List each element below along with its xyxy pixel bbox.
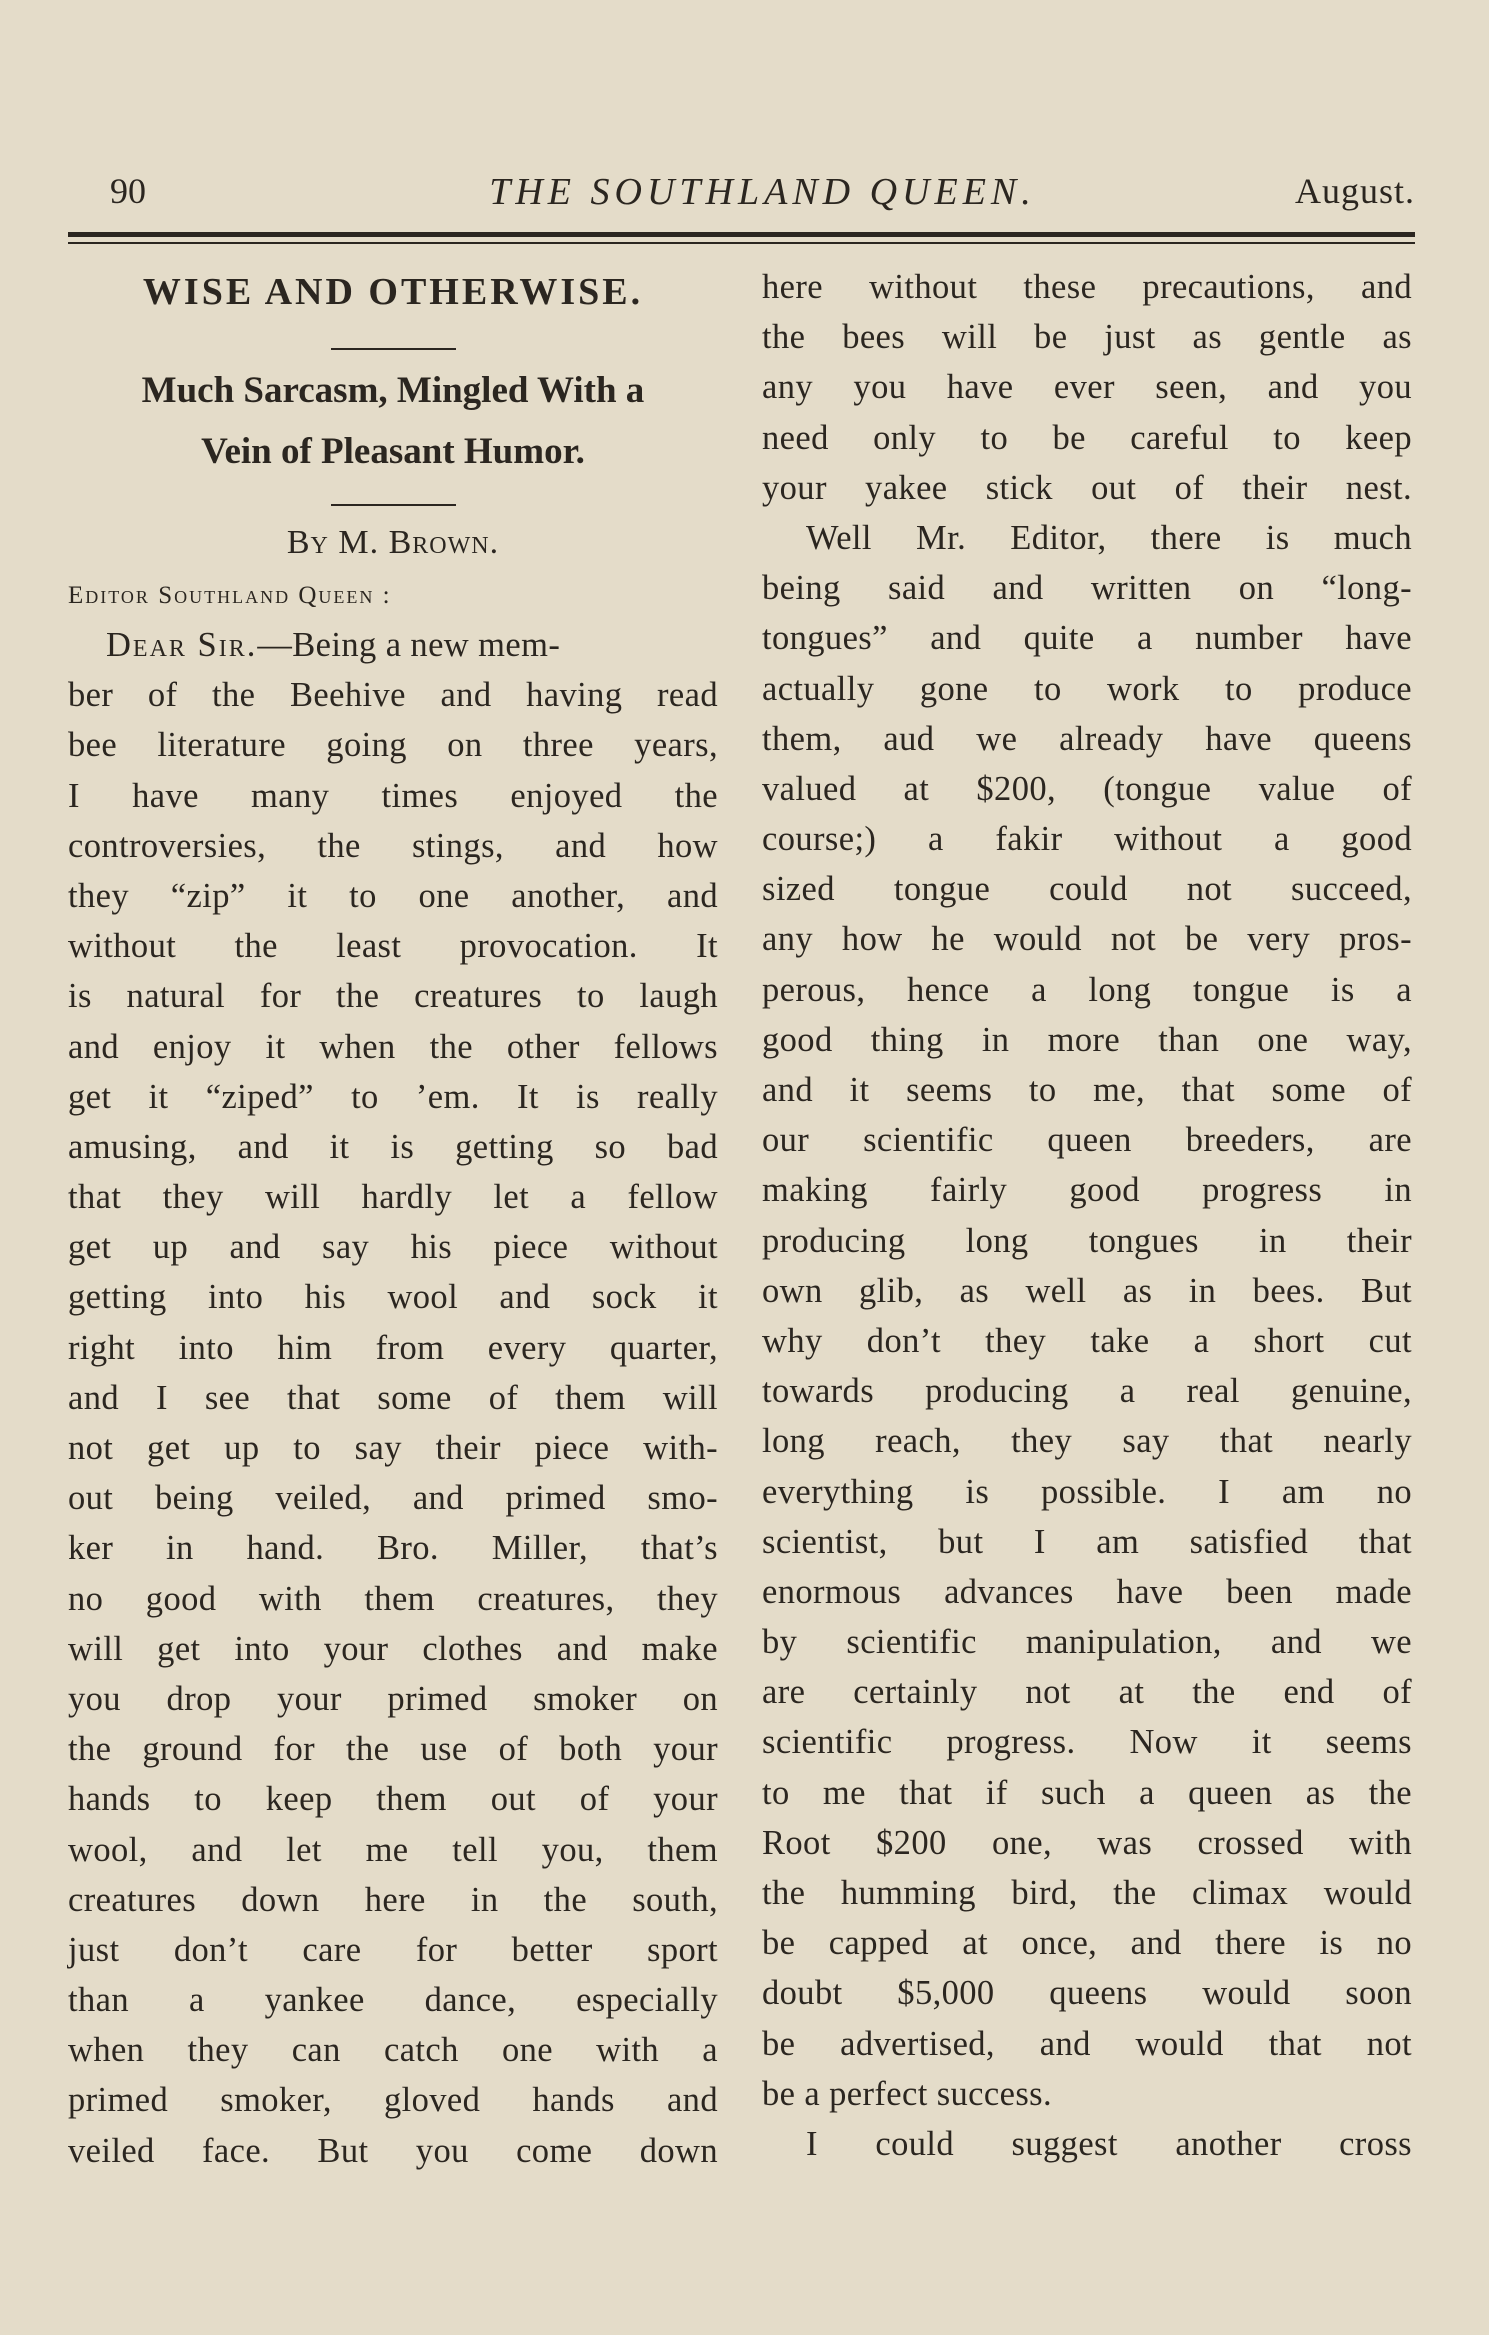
- text-line: actually gone to work to produce: [762, 669, 1412, 708]
- lead-word: Dear Sir.: [106, 626, 258, 664]
- text-line: perous, hence a long tongue is a: [762, 970, 1412, 1009]
- text-line: when they can catch one with a: [68, 2031, 718, 2070]
- text-line: just don’t care for better sport: [68, 1930, 718, 1969]
- text-line: enormous advances have been made: [762, 1572, 1412, 1611]
- text-line: be a perfect success.: [762, 2074, 1052, 2113]
- text-line: good thing in more than one way,: [762, 1020, 1412, 1059]
- text-line: scientist, but I am satisfied that: [762, 1522, 1412, 1561]
- journal-title: THE SOUTHLAND QUEEN.: [489, 171, 1036, 213]
- text-line: than a yankee dance, especially: [68, 1981, 718, 2020]
- text-line: will get into your clothes and make: [68, 1629, 718, 1668]
- text-line: getting into his wool and sock it: [68, 1278, 718, 1317]
- text-line: doubt $5,000 queens would soon: [762, 1974, 1412, 2013]
- text-line: I could suggest another cross: [806, 2124, 1412, 2163]
- text-line: why don’t they take a short cut: [762, 1321, 1412, 1360]
- text-line: be capped at once, and there is no: [762, 1924, 1412, 1963]
- text-line: hands to keep them out of your: [68, 1780, 718, 1819]
- text-line: Root $200 one, was crossed with: [762, 1823, 1412, 1862]
- text-line: any how he would not be very pros-: [762, 920, 1412, 959]
- text-line: by scientific manipulation, and we: [762, 1623, 1412, 1662]
- text-line: right into him from every quarter,: [68, 1328, 718, 1367]
- text-line: [68, 620, 718, 670]
- right-column: [762, 258, 1412, 2169]
- text-line: you drop your primed smoker on: [68, 1679, 718, 1718]
- text-line: amusing, and it is getting so bad: [68, 1127, 718, 1166]
- text-line: without the least provocation. It: [68, 927, 718, 966]
- page-number: 90: [110, 171, 146, 211]
- article-headline: WISE AND OTHERWISE.: [142, 271, 644, 313]
- text-line: any you have ever seen, and you: [762, 368, 1412, 407]
- text-line: and it seems to me, that some of: [762, 1071, 1412, 1109]
- text-line: towards producing a real genuine,: [762, 1372, 1412, 1411]
- text-line: need only to be careful to keep: [762, 418, 1412, 457]
- text-line: here without these precautions, and: [762, 268, 1412, 306]
- text-line: them, aud we already have queens: [762, 719, 1412, 758]
- text-line: out being veiled, and primed smo-: [68, 1479, 718, 1518]
- issue-month: August.: [1294, 171, 1415, 211]
- text-line: and enjoy it when the other fellows: [68, 1027, 718, 1066]
- text-line: own glib, as well as in bees. But: [762, 1271, 1412, 1310]
- left-column-body: [68, 620, 718, 2176]
- subhead-divider: [331, 504, 456, 506]
- text-line: the bees will be just as gentle as: [762, 318, 1412, 357]
- text-line: creatures down here in the south,: [68, 1880, 718, 1919]
- text-line: get up and say his piece without: [68, 1228, 718, 1267]
- text-line: no good with them creatures, they: [68, 1579, 718, 1618]
- text-line: sized tongue could not succeed,: [762, 870, 1412, 909]
- text-line: bee literature going on three years,: [68, 726, 718, 765]
- text-line: your yakee stick out of their nest.: [762, 468, 1412, 507]
- text-line: tongues” and quite a number have: [762, 619, 1412, 658]
- text-line: everything is possible. I am no: [762, 1472, 1412, 1511]
- text-line: to me that if such a queen as the: [762, 1773, 1412, 1812]
- text-line: not get up to say their piece with-: [68, 1429, 718, 1467]
- article-byline: By M. Brown.: [286, 524, 500, 561]
- left-column: [68, 258, 718, 2176]
- running-head: [110, 170, 1415, 220]
- text-line: primed smoker, gloved hands and: [68, 2081, 718, 2120]
- text-line: ker in hand. Bro. Miller, that’s: [68, 1529, 718, 1568]
- text-line: being said and written on “long-: [762, 569, 1412, 608]
- header-rule-thin: [68, 242, 1415, 244]
- text-line: valued at $200, (tongue value of: [762, 769, 1412, 808]
- article-subhead-line-2: Vein of Pleasant Humor.: [201, 431, 585, 472]
- text-line: scientific progress. Now it seems: [762, 1723, 1412, 1762]
- text-line-rest: —Being a new mem-: [257, 626, 561, 664]
- text-line: making fairly good progress in: [762, 1171, 1412, 1210]
- text-line: our scientific queen breeders, are: [762, 1121, 1412, 1160]
- text-line: wool, and let me tell you, them: [68, 1830, 718, 1869]
- text-line: are certainly not at the end of: [762, 1673, 1412, 1712]
- text-line: I have many times enjoyed the: [68, 776, 718, 815]
- text-line: controversies, the stings, and how: [68, 826, 718, 865]
- text-line: veiled face. But you come down: [68, 2131, 718, 2170]
- text-line: course;) a fakir without a good: [762, 820, 1412, 859]
- text-line: the ground for the use of both your: [68, 1730, 718, 1769]
- text-line: producing long tongues in their: [762, 1221, 1412, 1260]
- text-line: get it “ziped” to ’em. It is really: [68, 1077, 718, 1116]
- text-line: they “zip” it to one another, and: [68, 876, 718, 915]
- header-rule-thick: [68, 232, 1415, 237]
- text-line: and I see that some of them will: [68, 1378, 718, 1417]
- right-column-body: [762, 262, 1412, 2169]
- article-subhead-line-1: Much Sarcasm, Mingled With a: [141, 370, 645, 411]
- salutation: Editor Southland Queen :: [68, 582, 392, 609]
- text-line: that they will hardly let a fellow: [68, 1178, 718, 1217]
- text-line: be advertised, and would that not: [762, 2024, 1412, 2063]
- headline-divider: [331, 348, 456, 350]
- text-line: Well Mr. Editor, there is much: [806, 518, 1412, 557]
- text-line: ber of the Beehive and having read: [68, 676, 718, 715]
- text-line: is natural for the creatures to laugh: [68, 977, 718, 1016]
- text-line: long reach, they say that nearly: [762, 1422, 1412, 1461]
- text-line: the humming bird, the climax would: [762, 1874, 1412, 1912]
